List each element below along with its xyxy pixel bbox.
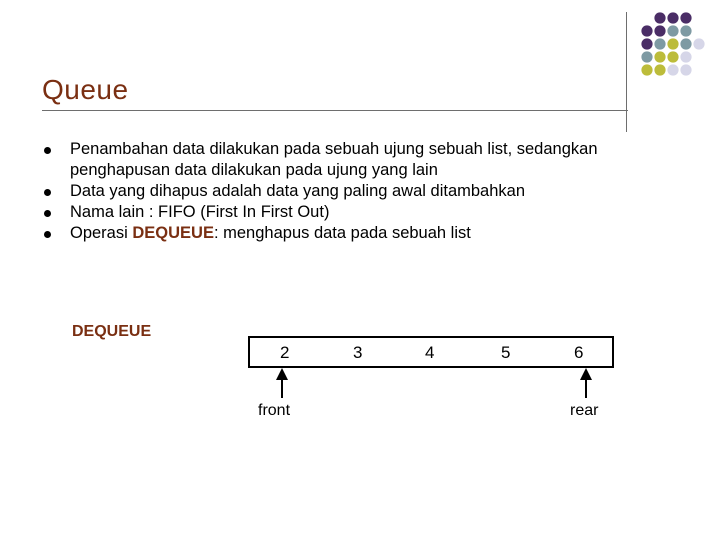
decorative-dot (667, 12, 678, 23)
bullet-dot-icon (44, 210, 51, 217)
bullet-item (42, 223, 692, 244)
decorative-dot (641, 25, 652, 36)
decorative-dot (667, 25, 678, 36)
rear-label: rear (570, 402, 599, 419)
bullet-dot-icon (44, 147, 51, 154)
decorative-dot (641, 51, 652, 62)
queue-box (248, 336, 614, 368)
bullet-dot-icon (44, 189, 51, 196)
queue-cell: 4 (425, 343, 435, 362)
front-arrow-shaft (281, 378, 283, 398)
highlight-text: DEQUEUE (132, 224, 214, 242)
bullet-text: Operasi (70, 224, 133, 242)
queue-cell: 6 (574, 343, 584, 362)
bullet-dot-icon (44, 231, 51, 238)
decorative-dot (667, 64, 678, 75)
bullet-text: Penambahan data dilakukan pada sebuah ujung sebuah list, sedangkan penghapusan data dilakukan pada ujung yang lain (70, 140, 598, 179)
decorative-dot (680, 12, 691, 23)
queue-cell: 5 (501, 343, 511, 362)
decorative-dot (693, 38, 704, 49)
rear-arrow-shaft (585, 378, 587, 398)
title-divider (42, 110, 628, 111)
decorative-dot (667, 38, 678, 49)
decorative-dot (654, 38, 665, 49)
decorative-dot (680, 51, 691, 62)
vertical-divider (626, 12, 627, 132)
decorative-dot (641, 38, 652, 49)
decorative-dot (654, 25, 665, 36)
page-title: Queue (42, 74, 129, 105)
front-label: front (258, 402, 291, 419)
decorative-dot (680, 38, 691, 49)
bullet-text: : menghapus data pada sebuah list (213, 224, 471, 242)
rear-arrow-head (580, 368, 592, 380)
front-arrow-head (276, 368, 288, 380)
bullet-text: Nama lain : FIFO (First In First Out) (70, 203, 330, 221)
decorative-dot-grid (0, 0, 720, 140)
bullet-text: Data yang dihapus adalah data yang paling awal ditambahkan (70, 182, 525, 200)
decorative-dot (654, 51, 665, 62)
queue-cell: 3 (353, 343, 363, 362)
decorative-dot (680, 64, 691, 75)
queue-cell: 2 (280, 343, 290, 362)
decorative-dot (654, 12, 665, 23)
bullet-item (42, 139, 692, 181)
decorative-dot (654, 64, 665, 75)
decorative-dot (641, 64, 652, 75)
decorative-dot (680, 25, 691, 36)
decorative-dot (667, 51, 678, 62)
bullet-item (42, 202, 692, 223)
bullet-list (42, 139, 692, 244)
bullet-item (42, 181, 692, 202)
operation-label: DEQUEUE (72, 323, 152, 340)
